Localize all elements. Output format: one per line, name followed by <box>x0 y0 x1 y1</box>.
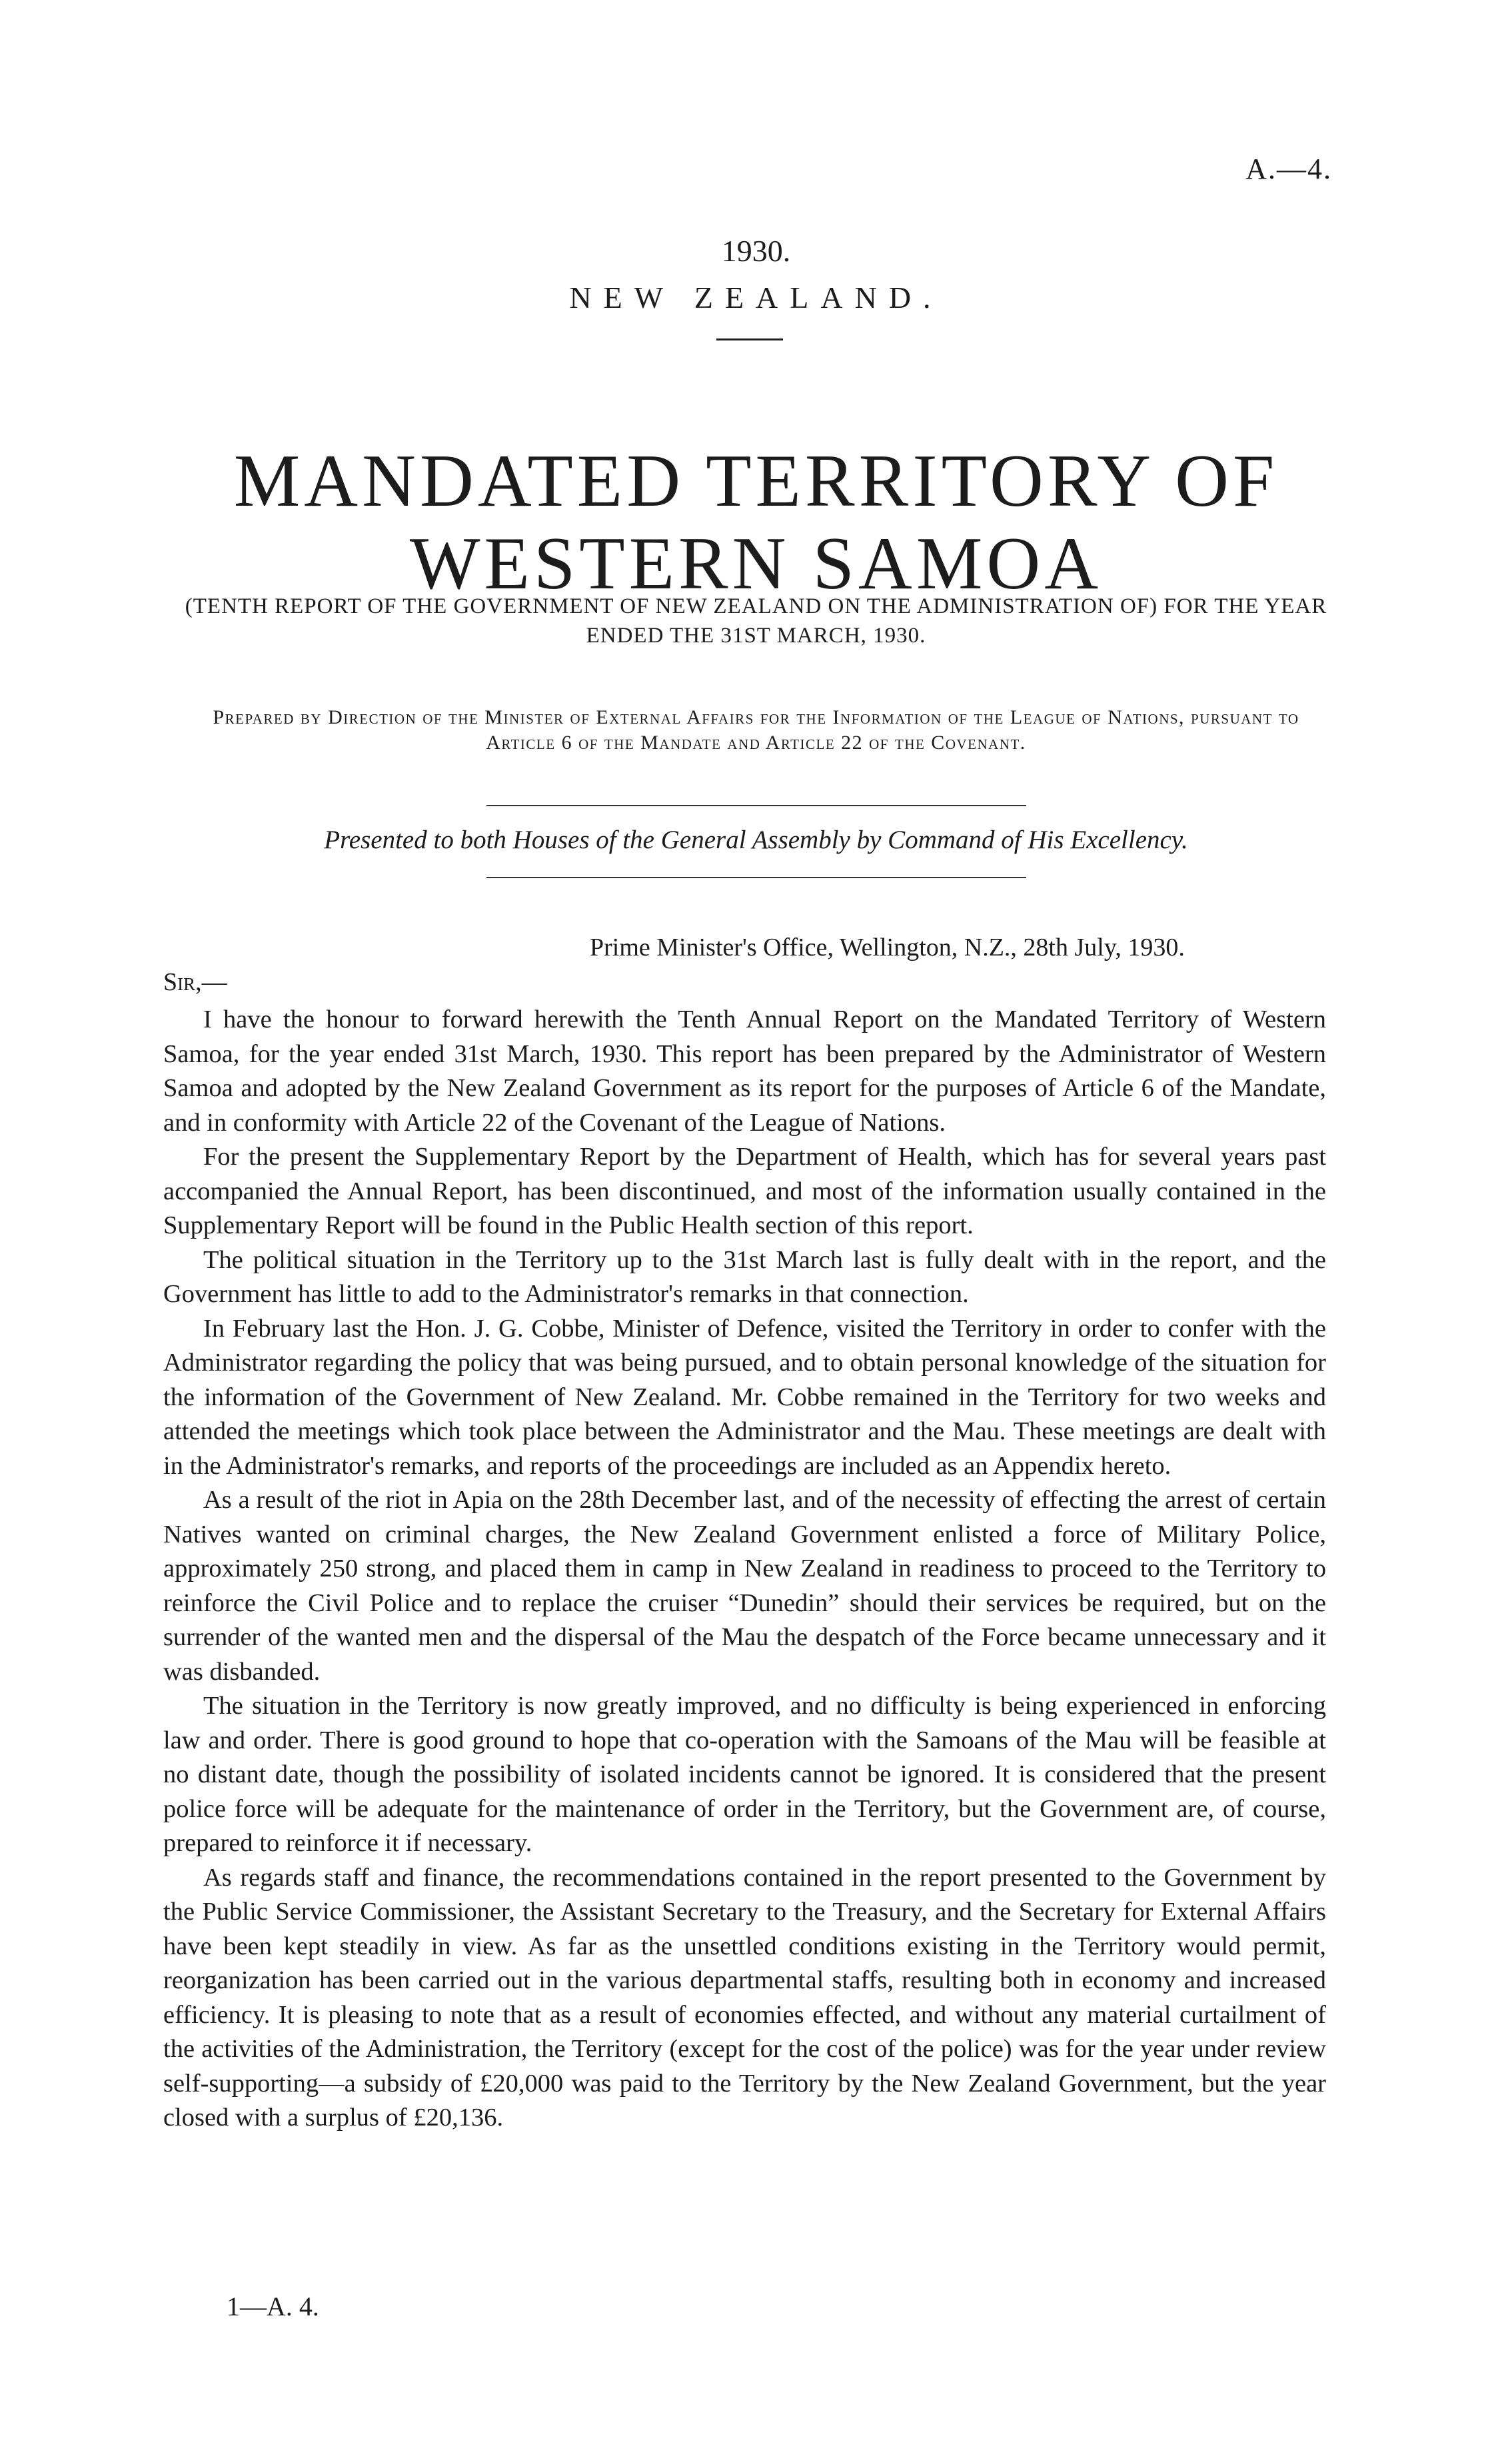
presented-note: Presented to both Houses of the General Assembly by Command of His Excellency. <box>324 826 1188 854</box>
letter-paragraph: The political situation in the Territory up to the 31st March last is fully dealt with in the report, and the Government has little to add to the Administrator's remarks in that connection. <box>163 1245 1326 1308</box>
divider-short <box>716 338 783 340</box>
page-footer-reference: 1—A. 4. <box>227 2291 319 2321</box>
document-reference: A.—4. <box>1245 153 1332 185</box>
letter-paragraph: As a result of the riot in Apia on the 28th December last, and of the necessity of effecting the arrest of certain Natives wanted on criminal charges, the New Zealand Government enlisted a force of Military Police, approximately 250 strong, and placed them in camp in New Zealand in readiness to proceed to the Territory to reinforce the Civil Police and to replace the cruiser “Dunedin” should their services be required, but on the surrender of the wanted men and the dispersal of the Mau the despatch of the Force became unnecessary and it was disbanded. <box>163 1486 1326 1686</box>
divider-top <box>486 805 1026 806</box>
letter-paragraph: The situation in the Territory is now greatly improved, and no difficulty is being experienced in enforcing law and order. There is good ground to hope that co-operation with the Samoans of the Mau will be feasible at no distant date, though the possibility of isolated incidents cannot be ignored. It is considered that the present police force will be adequate for the maintenance of order in the Territory, but the Government are, of course, prepared to reinforce it if necessary. <box>163 1692 1326 1857</box>
divider-bottom <box>486 877 1026 878</box>
letter-paragraph: As regards staff and finance, the recommendations contained in the report presented to the Government by the Public Service Commissioner, the Assistant Secretary to the Treasury, and the Secretary for External Affairs have been kept steadily in view. As far as the unsettled conditions existing in the Territory would permit, reorganization has been carried out in the various departmental staffs, resulting both in economy and increased efficiency. It is pleasing to note that as a result of economies effected, and without any material curtailment of the activities of the Administration, the Territory (except for the cost of the police) was for the year under review self-supporting—a subsidy of £20,000 was paid to the Territory by the New Zealand Government, but the year closed with a surplus of £20,136. <box>163 1863 1326 2132</box>
prepared-by-note: Prepared by Direction of the Minister of External Affairs for the Information of the League of Nations, pursuant to Article 6 of the Mandate and Article 22 of the Covenant. <box>213 706 1299 754</box>
country-heading: NEW ZEALAND. <box>569 281 943 314</box>
letter-office-line: Prime Minister's Office, Wellington, N.Z., 28th July, 1930. <box>590 933 1185 961</box>
letter-paragraph: I have the honour to forward herewith the Tenth Annual Report on the Mandated Territory of Western Samoa, for the year ended 31st March, 1930. This report has been prepared by the Administrator of Western Samoa and adopted by the New Zealand Government as its report for the purposes of Article 6 of the Mandate, and in conformity with Article 22 of the Covenant of the League of Nations. <box>163 1005 1326 1137</box>
letter-paragraph: For the present the Supplementary Report by the Department of Health, which has for several years past accompanied the Annual Report, has been discontinued, and most of the information usually contained in the Supplementary Report will be found in the Public Health section of this report. <box>163 1143 1326 1239</box>
letter-paragraph: In February last the Hon. J. G. Cobbe, Minister of Defence, visited the Territory in order to confer with the Administrator regarding the policy that was being pursued, and to obtain personal knowledge of the situation for the information of the Government of New Zealand. Mr. Cobbe remained in the Territory for two weeks and attended the meetings which took place between the Administrator and the Mau. These meetings are dealt with in the Administrator's remarks, and reports of the proceedings are included as an Appendix hereto. <box>163 1314 1326 1480</box>
letter-body <box>163 1003 1326 2136</box>
letter-salutation: Sir,— <box>163 968 227 996</box>
document-subtitle: (TENTH REPORT OF THE GOVERNMENT OF NEW ZEALAND ON THE ADMINISTRATION OF) FOR THE YEAR ENDED THE 31ST MARCH, 1930. <box>185 594 1327 648</box>
title-line-2: WESTERN SAMOA <box>409 522 1103 605</box>
document-year: 1930. <box>721 234 791 268</box>
document-title <box>0 440 1512 605</box>
title-line-1: MANDATED TERRITORY OF <box>233 440 1279 522</box>
